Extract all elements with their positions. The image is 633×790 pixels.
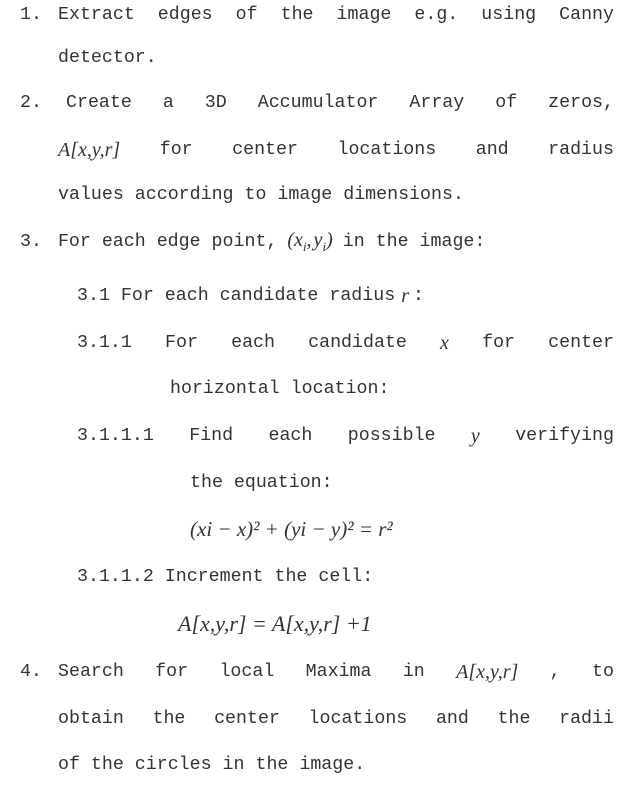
word: Accumulator xyxy=(257,92,379,113)
word: and xyxy=(475,139,509,160)
word: Array xyxy=(409,92,465,113)
substep-3-1-1 xyxy=(77,328,614,358)
word: and xyxy=(435,708,469,729)
word: candidate xyxy=(308,332,407,353)
step-3-text-post: in the image: xyxy=(342,231,486,252)
word: image xyxy=(336,4,392,25)
step-number: 3. xyxy=(20,231,42,252)
word: each xyxy=(231,332,275,353)
accumulator-array-math: A[x,y,r] xyxy=(58,138,121,161)
step-3-text-pre: For each edge point, xyxy=(57,231,278,252)
word: center xyxy=(548,332,614,353)
word: For xyxy=(165,332,198,353)
step-4-line-3: of the circles in the image. xyxy=(58,754,366,775)
edge-point-math: ($x_i$, $y_i$) xyxy=(287,229,333,254)
word: 3D xyxy=(204,92,227,113)
word: the xyxy=(280,4,314,25)
substep-3-1-1-line-2: horizontal location: xyxy=(170,378,390,399)
word: the xyxy=(152,708,186,729)
step-3-line-1 xyxy=(20,227,485,257)
increment-equation xyxy=(178,609,372,639)
substep-number: 3.1.1.1 xyxy=(77,425,154,446)
word: in xyxy=(402,661,425,682)
comma: , xyxy=(549,661,561,682)
substep-3-1-1-1-line-2: the equation: xyxy=(190,472,333,493)
word: the xyxy=(497,708,531,729)
word: for xyxy=(482,332,516,353)
substep-number: 3.1 xyxy=(77,285,110,306)
word: center xyxy=(232,139,298,160)
x-variable: x xyxy=(440,331,449,354)
word: a xyxy=(162,92,174,113)
step-4-line-2 xyxy=(58,704,614,734)
word: each xyxy=(268,425,313,446)
increment-equation-math: A[x,y,r] = A[x,y,r] +1 xyxy=(178,611,372,636)
word: locations xyxy=(308,708,408,729)
word: radius xyxy=(548,139,614,160)
substep-text: For each candidate radius xyxy=(120,285,396,306)
word: Extract xyxy=(58,4,135,25)
word: to xyxy=(592,661,614,682)
step-2-line-3: values according to image dimensions. xyxy=(58,184,464,205)
word: verifying xyxy=(515,425,614,446)
step-2-line-1 xyxy=(66,88,614,118)
word: Create xyxy=(66,92,132,113)
word: of xyxy=(495,92,518,113)
y-variable: y xyxy=(470,424,480,447)
step-number: 4. xyxy=(20,661,42,682)
step-2-line-2 xyxy=(58,135,614,165)
word: obtain xyxy=(58,708,124,729)
word: Search xyxy=(58,661,124,682)
word: using xyxy=(481,4,537,25)
word: center xyxy=(214,708,280,729)
word: edges xyxy=(157,4,213,25)
substep-3-1-1-1 xyxy=(77,421,614,451)
word: of xyxy=(235,4,258,25)
substep-number: 3.1.1 xyxy=(77,332,132,353)
word: zeros, xyxy=(548,92,614,113)
word: locations xyxy=(337,139,437,160)
step-1-line-2: detector. xyxy=(58,47,157,68)
circle-equation xyxy=(190,514,393,544)
step-number: 1. xyxy=(20,4,42,25)
substep-3-1 xyxy=(77,281,424,311)
step-number: 2. xyxy=(20,92,42,113)
substep-3-1-1-2: 3.1.1.2 Increment the cell: xyxy=(77,566,374,587)
colon: : xyxy=(412,285,424,306)
word: Canny xyxy=(559,4,614,25)
word: local xyxy=(219,661,275,682)
word: e.g. xyxy=(414,4,459,25)
step-4-line-1 xyxy=(58,657,614,687)
word: radii xyxy=(559,708,614,729)
radius-variable: r xyxy=(401,284,409,307)
word: for xyxy=(155,661,189,682)
word: Find xyxy=(189,425,234,446)
step-1-line-1 xyxy=(58,0,614,30)
accumulator-array-math: A[x,y,r] xyxy=(456,660,519,683)
word: Maxima xyxy=(305,661,372,682)
word: possible xyxy=(347,425,436,446)
word: for xyxy=(159,139,193,160)
circle-equation-math: (xi − x)² + (yi − y)² = r² xyxy=(190,516,393,541)
